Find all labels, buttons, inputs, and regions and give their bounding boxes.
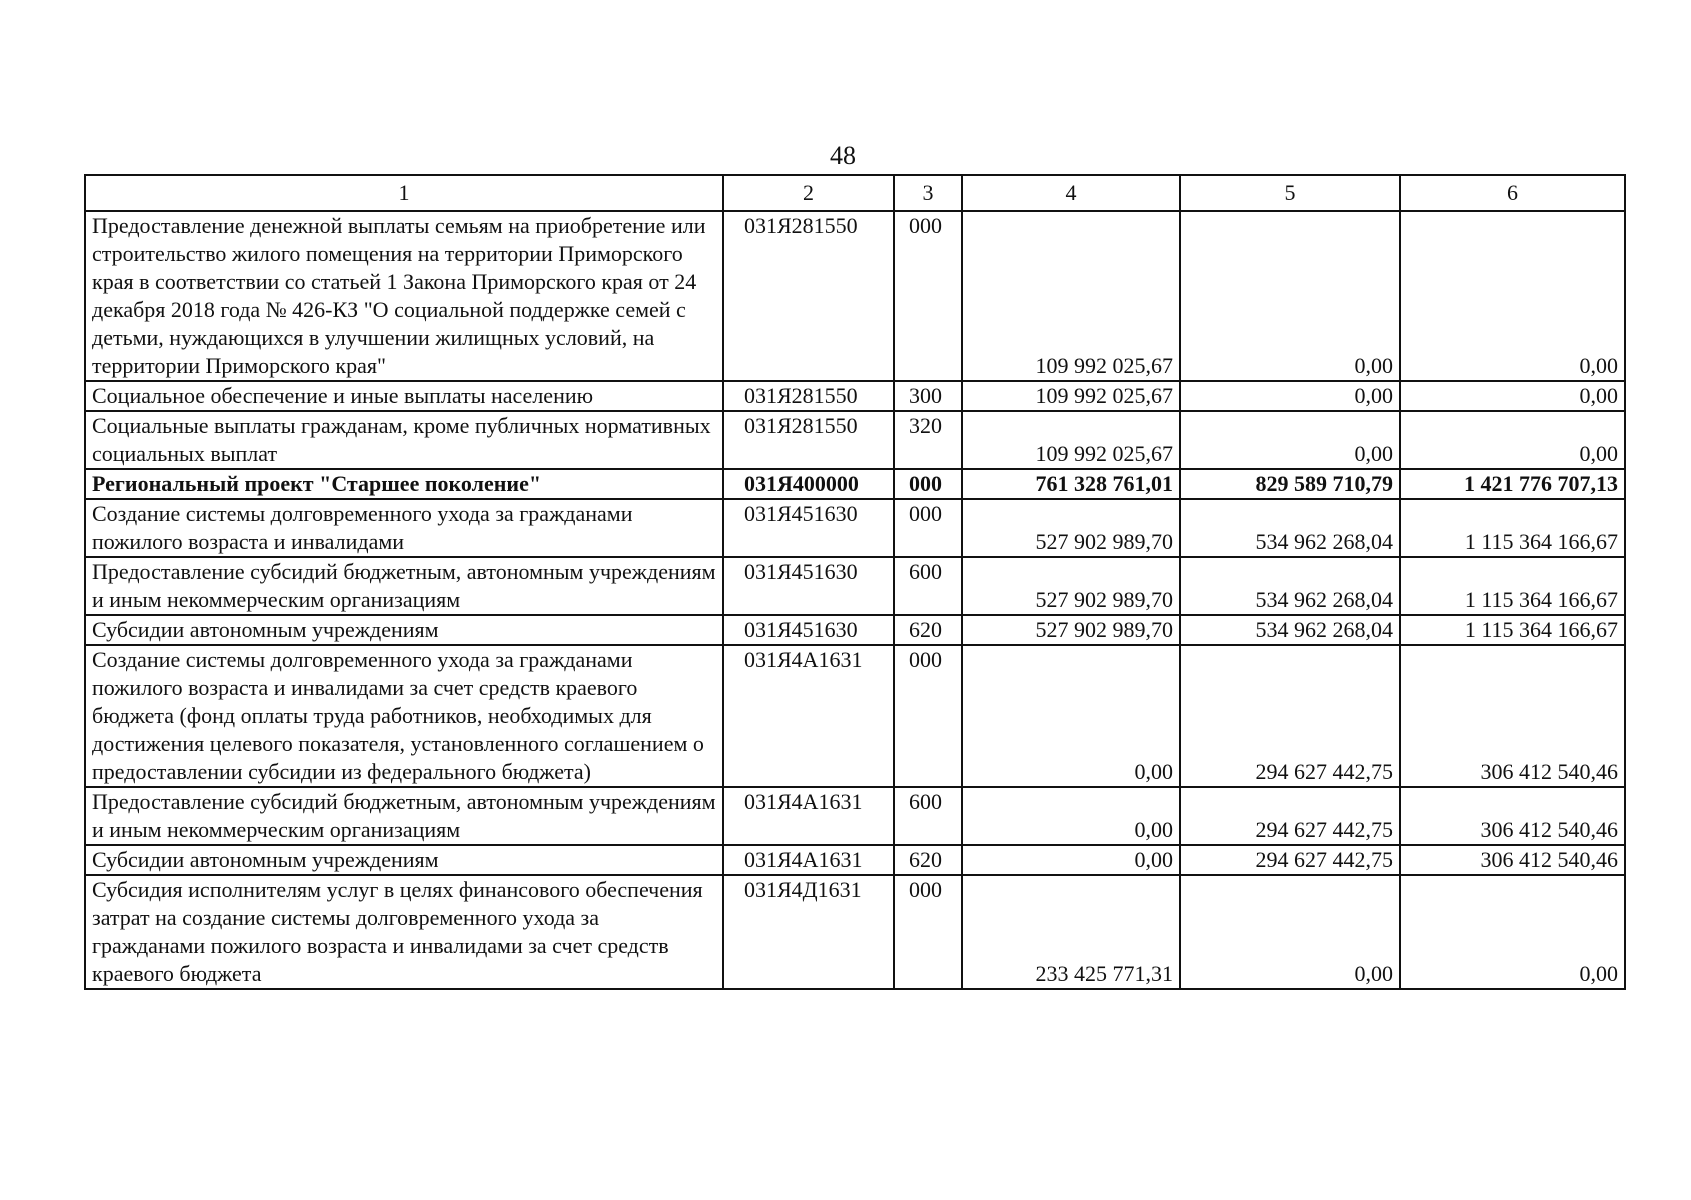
row-value-5: 0,00 xyxy=(1180,411,1400,469)
row-value-4: 527 902 989,70 xyxy=(962,615,1180,645)
table-header-row xyxy=(85,175,1625,211)
column-header-3: 3 xyxy=(894,175,962,211)
row-type: 600 xyxy=(894,557,962,615)
column-header-1: 1 xyxy=(85,175,723,211)
table-row xyxy=(85,845,1625,875)
row-value-5: 0,00 xyxy=(1180,381,1400,411)
row-type: 000 xyxy=(894,211,962,381)
row-name: Предоставление субсидий бюджетным, автономным учреждениям и иным некоммерческим организациям xyxy=(85,557,723,615)
row-name: Региональный проект "Старшее поколение" xyxy=(85,469,723,499)
column-header-5: 5 xyxy=(1180,175,1400,211)
row-value-5: 534 962 268,04 xyxy=(1180,615,1400,645)
table-row xyxy=(85,411,1625,469)
row-value-5: 294 627 442,75 xyxy=(1180,645,1400,787)
row-type: 620 xyxy=(894,615,962,645)
row-value-6: 1 421 776 707,13 xyxy=(1400,469,1625,499)
table-row-project-total xyxy=(85,469,1625,499)
row-code: 031Я451630 xyxy=(723,615,894,645)
row-value-4: 109 992 025,67 xyxy=(962,411,1180,469)
row-value-5: 0,00 xyxy=(1180,875,1400,989)
table-row xyxy=(85,499,1625,557)
row-code: 031Я4А1631 xyxy=(723,845,894,875)
row-code: 031Я4А1631 xyxy=(723,787,894,845)
row-value-4: 0,00 xyxy=(962,645,1180,787)
row-type: 000 xyxy=(894,645,962,787)
table-row xyxy=(85,645,1625,787)
row-value-5: 294 627 442,75 xyxy=(1180,845,1400,875)
row-value-6: 0,00 xyxy=(1400,875,1625,989)
row-value-5: 534 962 268,04 xyxy=(1180,557,1400,615)
row-code: 031Я451630 xyxy=(723,499,894,557)
row-value-6: 306 412 540,46 xyxy=(1400,787,1625,845)
row-name: Создание системы долговременного ухода за гражданами пожилого возраста и инвалидами за счет средств краевого бюджета (фонд оплаты труда работников, необходимых для достижения целевого показателя, установленного соглашением о предоставлении субсидии из федерального бюджета) xyxy=(85,645,723,787)
row-value-6: 1 115 364 166,67 xyxy=(1400,557,1625,615)
row-name: Предоставление субсидий бюджетным, автономным учреждениям и иным некоммерческим организациям xyxy=(85,787,723,845)
row-value-4: 233 425 771,31 xyxy=(962,875,1180,989)
table-row xyxy=(85,557,1625,615)
row-name: Предоставление денежной выплаты семьям на приобретение или строительство жилого помещения на территории Приморского края в соответствии со статьей 1 Закона Приморского края от 24 декабря 2018 года № 426-КЗ "О социальной поддержке семей с детьми, нуждающихся в улучшении жилищных условий, на территории Приморского края" xyxy=(85,211,723,381)
row-value-4: 0,00 xyxy=(962,845,1180,875)
row-code: 031Я281550 xyxy=(723,411,894,469)
row-value-4: 527 902 989,70 xyxy=(962,499,1180,557)
row-value-5: 294 627 442,75 xyxy=(1180,787,1400,845)
budget-table xyxy=(84,174,1626,990)
column-header-6: 6 xyxy=(1400,175,1625,211)
table-row xyxy=(85,211,1625,381)
row-value-6: 0,00 xyxy=(1400,381,1625,411)
table-row xyxy=(85,787,1625,845)
row-type: 300 xyxy=(894,381,962,411)
row-name: Субсидии автономным учреждениям xyxy=(85,845,723,875)
row-value-6: 1 115 364 166,67 xyxy=(1400,615,1625,645)
row-name: Субсидия исполнителям услуг в целях финансового обеспечения затрат на создание системы долговременного ухода за гражданами пожилого возраста и инвалидами за счет средств краевого бюджета xyxy=(85,875,723,989)
row-name: Социальные выплаты гражданам, кроме публичных нормативных социальных выплат xyxy=(85,411,723,469)
row-value-6: 0,00 xyxy=(1400,411,1625,469)
row-value-5: 829 589 710,79 xyxy=(1180,469,1400,499)
row-code: 031Я400000 xyxy=(723,469,894,499)
row-value-4: 761 328 761,01 xyxy=(962,469,1180,499)
column-header-2: 2 xyxy=(723,175,894,211)
row-code: 031Я281550 xyxy=(723,381,894,411)
row-value-5: 534 962 268,04 xyxy=(1180,499,1400,557)
row-value-4: 527 902 989,70 xyxy=(962,557,1180,615)
row-type: 000 xyxy=(894,469,962,499)
row-type: 620 xyxy=(894,845,962,875)
row-value-5: 0,00 xyxy=(1180,211,1400,381)
row-value-4: 0,00 xyxy=(962,787,1180,845)
row-value-6: 0,00 xyxy=(1400,211,1625,381)
row-value-6: 306 412 540,46 xyxy=(1400,645,1625,787)
row-value-6: 306 412 540,46 xyxy=(1400,845,1625,875)
row-name: Социальное обеспечение и иные выплаты населению xyxy=(85,381,723,411)
row-type: 000 xyxy=(894,499,962,557)
row-type: 000 xyxy=(894,875,962,989)
row-code: 031Я451630 xyxy=(723,557,894,615)
row-type: 600 xyxy=(894,787,962,845)
row-value-6: 1 115 364 166,67 xyxy=(1400,499,1625,557)
row-value-4: 109 992 025,67 xyxy=(962,211,1180,381)
table-row xyxy=(85,615,1625,645)
column-header-4: 4 xyxy=(962,175,1180,211)
row-code: 031Я4А1631 xyxy=(723,645,894,787)
row-value-4: 109 992 025,67 xyxy=(962,381,1180,411)
page-number: 48 xyxy=(830,141,856,170)
table-row xyxy=(85,875,1625,989)
row-name: Создание системы долговременного ухода за гражданами пожилого возраста и инвалидами xyxy=(85,499,723,557)
row-code: 031Я4Д1631 xyxy=(723,875,894,989)
row-code: 031Я281550 xyxy=(723,211,894,381)
row-name: Субсидии автономным учреждениям xyxy=(85,615,723,645)
table-row xyxy=(85,381,1625,411)
row-type: 320 xyxy=(894,411,962,469)
